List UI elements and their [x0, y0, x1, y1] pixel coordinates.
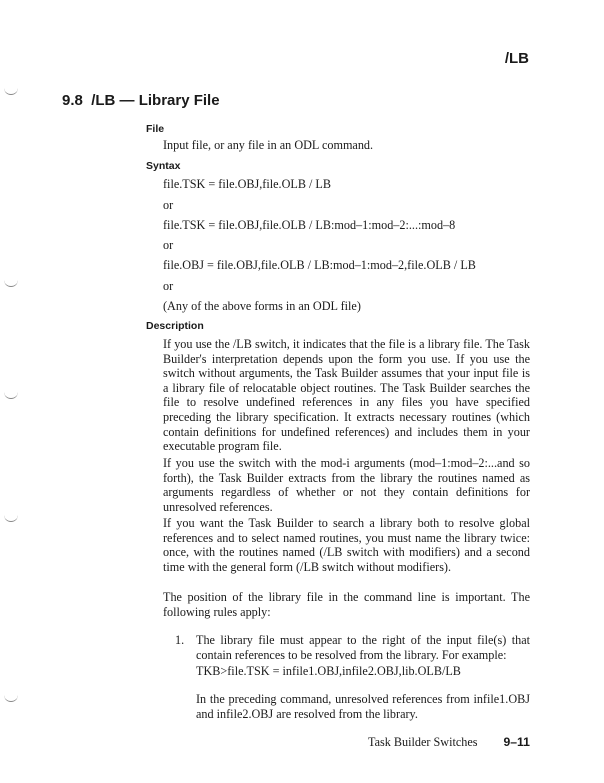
- scan-mark: [4, 695, 18, 702]
- scan-mark: [4, 392, 18, 399]
- page-number: 9–11: [503, 735, 530, 749]
- file-label: File: [146, 123, 165, 135]
- section-title: /LB — Library File: [91, 92, 220, 109]
- rule-number: 1.: [175, 633, 185, 647]
- scan-mark: [4, 88, 18, 95]
- syntax-line: or: [163, 279, 174, 293]
- syntax-line: (Any of the above forms in an ODL file): [163, 299, 361, 313]
- page-footer: [368, 735, 530, 750]
- description-paragraph: If you use the switch with the mod-i arguments (mod–1:mod–2:...and so forth), the Task Builder extracts from the library the routines named as arguments regardless of whether or not they contain definitions for unresolved references.: [163, 456, 530, 514]
- section-number: 9.8: [62, 92, 83, 109]
- description-paragraph: If you use the /LB switch, it indicates that the file is a library file. The Task Builder's interpretation depends upon the form you use. If you use the switch without arguments, the Task Builder assumes that your input file is a library file of relocatable object routines. The Task Builder searches the file to resolve undefined references in any files you have specified preceding the library specification. It extracts necessary routines (which contain definitions for undefined references) and includes them in your executable program file.: [163, 337, 530, 454]
- section-heading: [62, 92, 220, 109]
- scan-mark: [4, 515, 18, 522]
- file-text: Input file, or any file in an ODL command.: [163, 138, 374, 152]
- description-label: Description: [146, 320, 204, 332]
- description-paragraph: If you want the Task Builder to search a library both to resolve global references and to select named routines, you must name the library twice: once, with the routines named (/LB switch with modifiers) and a second time with the general form (/LB switch without modifiers).: [163, 516, 530, 574]
- syntax-line: file.OBJ = file.OBJ,file.OLB / LB:mod–1:mod–2,file.OLB / LB: [163, 258, 476, 272]
- syntax-line: file.TSK = file.OBJ,file.OLB / LB:mod–1:mod–2:...:mod–8: [163, 218, 456, 232]
- rule-example: TKB>file.TSK = infile1.OBJ,infile2.OBJ,lib.OLB/LB: [196, 664, 461, 678]
- syntax-line: file.TSK = file.OBJ,file.OLB / LB: [163, 177, 332, 191]
- syntax-label: Syntax: [146, 160, 181, 172]
- footer-chapter: Task Builder Switches: [368, 735, 478, 749]
- rule-text: The library file must appear to the right of the input file(s) that contain references to be resolved from the library. For example:: [196, 633, 530, 662]
- syntax-line: or: [163, 238, 174, 252]
- scan-mark: [4, 280, 18, 287]
- description-paragraph: The position of the library file in the command line is important. The following rules apply:: [163, 590, 530, 619]
- rule-note: In the preceding command, unresolved references from infile1.OBJ and infile2.OBJ are resolved from the library.: [196, 692, 530, 721]
- running-header: /LB: [504, 50, 529, 67]
- syntax-line: or: [163, 198, 174, 212]
